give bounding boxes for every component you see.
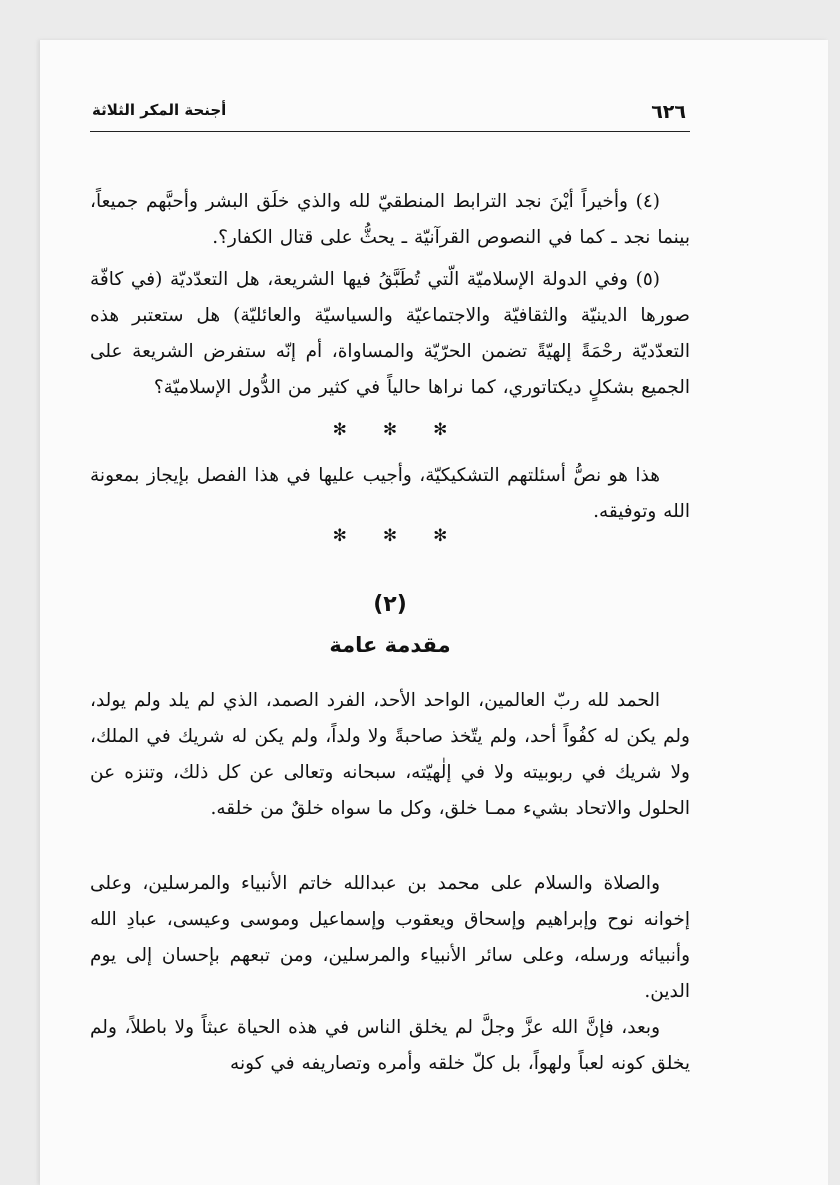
star-icon: ✻ — [433, 526, 448, 546]
paragraph-question-4: (٤) وأخيراً أيْنَ نجد الترابط المنطقيّ لله والذي خلَق البشر وأحبَّهم جميعاً، بينما نجد ـ كما في النصوص القرآنيّة ـ يحثُّ على قتال الكفار؟. — [90, 191, 690, 248]
paragraph-intro-answers: هذا هو نصُّ أسئلتهم التشكيكيّة، وأجيب عليها في هذا الفصل بإيجاز بمعونة الله وتوفيقه. — [90, 465, 690, 522]
star-icon: ✻ — [382, 420, 398, 440]
separator-stars-1 — [90, 420, 690, 440]
paragraph-opening: وبعد، فإنَّ الله عزَّ وجلَّ لم يخلق الناس في هذه الحياة عبثاً ولا باطلاً، ولم يخلق كونه لعباً ولهواً، بل كلّ خلقه وأمره وتصاريفه في كونه — [90, 1017, 690, 1074]
star-icon: ✻ — [433, 420, 448, 440]
star-icon: ✻ — [332, 526, 347, 546]
star-icon: ✻ — [332, 420, 347, 440]
section-number: (٢) — [373, 592, 407, 617]
section-title: مقدمة عامة — [329, 633, 451, 657]
running-title: أجنحة المكر الثلاثة — [92, 101, 227, 119]
page-body — [90, 0, 690, 1185]
paragraph-question-5: (٥) وفي الدولة الإسلاميّة الّتي تُطَبَّقُ فيها الشريعة، هل التعدّديّة (في كافّة صورها الدينيّة والثقافيّة والاجتماعيّة والسياسيّة والعائليّة) هل ستعتبر هذه التعدّديّة رحْمَةً إلهيّةً تضمن الحرّيّة والمساواة، أم إنّه ستفرض الشريعة على الجميع بشكلٍ ديكتاتوري، كما نراها حالياً في كثير من الدُّول الإسلاميّة؟ — [90, 269, 690, 398]
star-icon: ✻ — [382, 526, 398, 546]
separator-stars-2 — [90, 526, 690, 546]
page-number: ٦٢٦ — [651, 101, 686, 123]
paragraph-blessings: والصلاة والسلام على محمد بن عبدالله خاتم الأنبياء والمرسلين، وعلى إخوانه نوح وإبراهيم وإسحاق ويعقوب وإسماعيل وموسى وعيسى، عبادِ الله وأنبيائه ورسله، وعلى سائر الأنبياء والمرسلين، ومن تبعهم بإحسان إلى يوم الدين. — [90, 873, 690, 1002]
paragraph-praise: الحمد لله ربّ العالمين، الواحد الأحد، الفرد الصمد، الذي لم يلد ولم يولد، ولم يكن له كفُواً أحد، ولم يتّخذ صاحبةً ولا ولداً، ولم يكن له شريك في الملك، ولا شريك في ربوبيته ولا في إلٰهيّته، سبحانه وتعالى عن كل ذلك، وتنزه عن الحلول والاتحاد بشيء ممـا خلق، وكل ما سواه خلقٌ من خلقه. — [90, 690, 690, 819]
